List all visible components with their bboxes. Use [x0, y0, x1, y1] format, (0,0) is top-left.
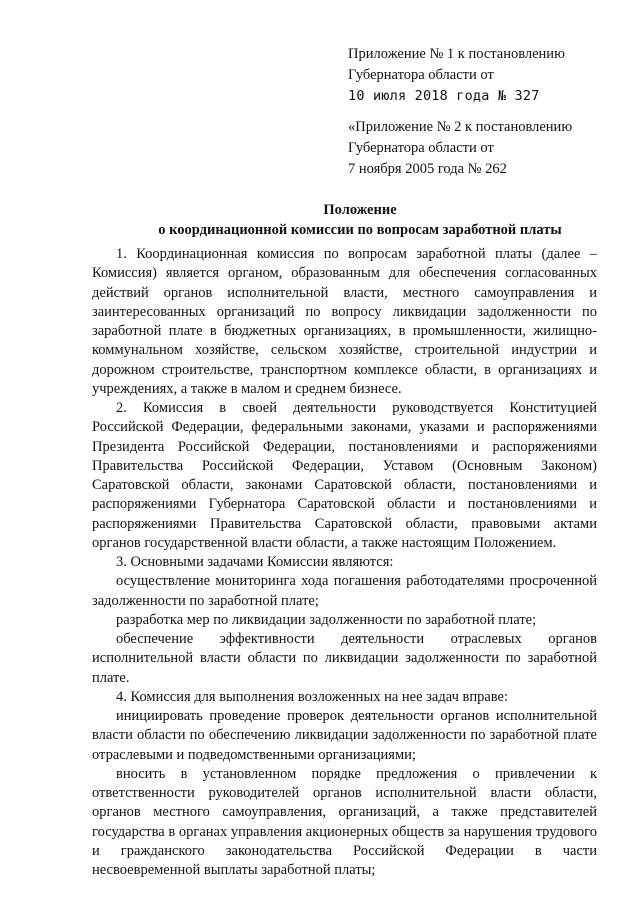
- appendix-2-line-3: 7 ноября 2005 года № 262: [348, 161, 507, 177]
- document-body: [92, 245, 597, 880]
- title-line-2: о координационной комиссии по вопросам заработной платы: [158, 222, 562, 238]
- appendix-2-header: [348, 117, 628, 180]
- paragraph-4-item-1: инициировать проведение проверок деятельности органов исполнительной власти области по обеспечению ликвидации задолженности по заработной плате отраслевыми и подведомственными организациями;: [92, 708, 597, 763]
- title-line-1: Положение: [323, 202, 397, 218]
- paragraph-4: 4. Комиссия для выполнения возложенных на нее задач вправе:: [116, 688, 509, 705]
- paragraph-1: 1. Координационная комиссия по вопросам заработной платы (далее – Комиссия) является органом, образованным для обеспечения согласованных действий органов исполнительной власти, местного самоуправления и заинтересованных организаций по вопросу ликвидации задолженности по заработной плате в бюджетных организациях, в промышленности, жилищно-коммунальном хозяйстве, сельском хозяйстве, строительной индустрии и дорожном строительстве, транспортном комплексе области, в организациях и учреждениях, а также в малом и среднем бизнесе.: [92, 246, 597, 397]
- paragraph-3-item-1: осуществление мониторинга хода погашения работодателями просроченной задолженности по заработной плате;: [92, 573, 597, 609]
- paragraph-3-item-2: разработка мер по ликвидации задолженности по заработной плате;: [116, 611, 537, 628]
- appendix-1-header: [348, 44, 628, 107]
- document-title: [120, 200, 600, 240]
- appendix-2-line-1: «Приложение № 2 к постановлению: [348, 119, 573, 135]
- appendix-1-line-2: Губернатора области от: [348, 67, 494, 83]
- appendix-1-line-1: Приложение № 1 к постановлению: [348, 46, 565, 62]
- paragraph-4-item-2: вносить в установленном порядке предложения о привлечении к ответственности руководителей органов исполнительной власти области, органов местного самоуправления, организаций, а также представителей государства в органах управления акционерных обществ за нарушения трудового и гражданского законодательства Российской Федерации в части несвоевременной выплаты заработной платы;: [92, 765, 597, 878]
- appendix-2-line-2: Губернатора области от: [348, 140, 494, 156]
- paragraph-3: 3. Основными задачами Комиссии являются:: [116, 554, 394, 570]
- appendix-1-date-number: 10 июля 2018 года № 327: [348, 88, 540, 104]
- paragraph-3-item-3: обеспечение эффективности деятельности отраслевых органов исполнительной власти области по ликвидации задолженности по заработной плате.: [92, 631, 597, 686]
- paragraph-2: 2. Комиссия в своей деятельности руководствуется Конституцией Российской Федерации, федеральными законами, указами и распоряжениями Президента Российской Федерации, постановлениями и распоряжениями Правительства Российской Федерации, Уставом (Основным Законом) Саратовской области, законами Саратовской области, постановлениями и распоряжениями Губернатора Саратовской области и постановлениями и распоряжениями Правительства Саратовской области, правовыми актами органов государственной власти области, а также настоящим Положением.: [92, 400, 597, 551]
